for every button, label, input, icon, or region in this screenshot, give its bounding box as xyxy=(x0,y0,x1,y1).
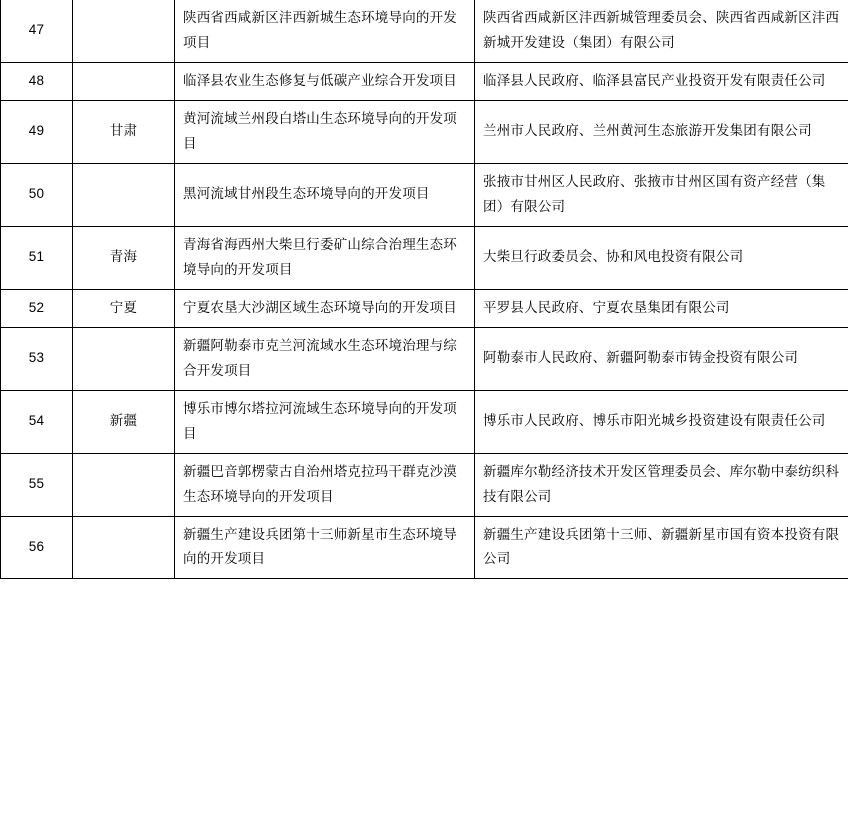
row-project-cell xyxy=(175,62,475,100)
row-index-text: 53 xyxy=(28,350,45,366)
row-region-cell xyxy=(73,0,175,62)
row-entity-text: 大柴旦行政委员会、协和风电投资有限公司 xyxy=(483,249,744,265)
row-region-cell xyxy=(73,62,175,100)
row-index-cell xyxy=(1,100,73,163)
table-body xyxy=(1,0,848,579)
row-project-cell xyxy=(175,0,475,62)
row-region-cell xyxy=(73,289,175,327)
row-entity-cell xyxy=(475,327,848,390)
table-row xyxy=(1,62,848,100)
row-project-text: 黑河流域甘州段生态环境导向的开发项目 xyxy=(183,186,430,202)
row-project-text: 临泽县农业生态修复与低碳产业综合开发项目 xyxy=(183,72,457,88)
row-index-cell xyxy=(1,0,73,62)
row-region-cell xyxy=(73,100,175,163)
row-entity-text: 陕西省西咸新区沣西新城管理委员会、陕西省西咸新区沣西新城开发建设（集团）有限公司 xyxy=(483,10,840,50)
row-region-cell xyxy=(73,327,175,390)
row-index-text: 47 xyxy=(28,22,45,38)
table-row xyxy=(1,327,848,390)
row-region-cell xyxy=(73,516,175,579)
row-project-cell xyxy=(175,163,475,226)
row-entity-text: 阿勒泰市人民政府、新疆阿勒泰市铸金投资有限公司 xyxy=(483,350,799,366)
row-index-cell xyxy=(1,327,73,390)
row-region-cell xyxy=(73,390,175,453)
row-project-text: 新疆阿勒泰市克兰河流域水生态环境治理与综合开发项目 xyxy=(183,337,457,378)
table-row xyxy=(1,0,848,62)
row-index-cell xyxy=(1,453,73,516)
row-project-text: 宁夏农垦大沙湖区域生态环境导向的开发项目 xyxy=(183,299,457,315)
row-entity-cell xyxy=(475,516,848,579)
row-region-text: 甘肃 xyxy=(109,123,138,139)
row-project-text: 新疆巴音郭楞蒙古自治州塔克拉玛干群克沙漠生态环境导向的开发项目 xyxy=(183,463,457,504)
row-project-cell xyxy=(175,327,475,390)
row-entity-text: 新疆生产建设兵团第十三师、新疆新星市国有资本投资有限公司 xyxy=(483,526,840,567)
row-index-cell xyxy=(1,163,73,226)
row-entity-text: 临泽县人民政府、临泽县富民产业投资开发有限责任公司 xyxy=(483,72,826,88)
row-index-text: 50 xyxy=(28,186,45,202)
row-region-cell xyxy=(73,453,175,516)
row-project-text: 青海省海西州大柴旦行委矿山综合治理生态环境导向的开发项目 xyxy=(183,236,457,277)
row-project-cell xyxy=(175,390,475,453)
row-index-text: 54 xyxy=(28,413,45,429)
row-index-text: 48 xyxy=(28,72,45,88)
table-row xyxy=(1,100,848,163)
table-row xyxy=(1,163,848,226)
table-row xyxy=(1,289,848,327)
row-region-text: 宁夏 xyxy=(109,299,138,315)
row-project-cell xyxy=(175,516,475,579)
row-project-text: 陕西省西咸新区沣西新城生态环境导向的开发项目 xyxy=(183,10,457,50)
row-index-text: 51 xyxy=(28,249,45,265)
row-entity-text: 博乐市人民政府、博乐市阳光城乡投资建设有限责任公司 xyxy=(483,413,826,429)
row-entity-cell xyxy=(475,163,848,226)
row-entity-text: 张掖市甘州区人民政府、张掖市甘州区国有资产经营（集团）有限公司 xyxy=(483,173,826,214)
row-entity-cell xyxy=(475,100,848,163)
row-project-text: 黄河流域兰州段白塔山生态环境导向的开发项目 xyxy=(183,110,457,151)
row-region-cell xyxy=(73,226,175,289)
row-entity-cell xyxy=(475,0,848,62)
row-entity-cell xyxy=(475,62,848,100)
table-row xyxy=(1,453,848,516)
row-index-text: 55 xyxy=(28,476,45,492)
row-project-cell xyxy=(175,100,475,163)
table-row xyxy=(1,516,848,579)
row-entity-text: 平罗县人民政府、宁夏农垦集团有限公司 xyxy=(483,299,730,315)
row-region-cell xyxy=(73,163,175,226)
row-index-cell xyxy=(1,226,73,289)
row-entity-cell xyxy=(475,453,848,516)
row-region-text: 新疆 xyxy=(109,413,138,429)
row-project-cell xyxy=(175,289,475,327)
row-index-text: 52 xyxy=(28,299,45,315)
row-project-cell xyxy=(175,226,475,289)
table-row xyxy=(1,390,848,453)
row-entity-cell xyxy=(475,390,848,453)
row-project-cell xyxy=(175,453,475,516)
row-entity-cell xyxy=(475,226,848,289)
row-region-text: 青海 xyxy=(109,249,138,265)
table-row xyxy=(1,226,848,289)
row-entity-text: 兰州市人民政府、兰州黄河生态旅游开发集团有限公司 xyxy=(483,123,812,139)
row-index-cell xyxy=(1,289,73,327)
row-entity-text: 新疆库尔勒经济技术开发区管理委员会、库尔勒中泰纺织科技有限公司 xyxy=(483,463,840,504)
row-index-text: 56 xyxy=(28,538,45,554)
row-project-text: 博乐市博尔塔拉河流域生态环境导向的开发项目 xyxy=(183,400,457,441)
row-entity-cell xyxy=(475,289,848,327)
row-index-cell xyxy=(1,62,73,100)
row-index-text: 49 xyxy=(28,123,45,139)
row-project-text: 新疆生产建设兵团第十三师新星市生态环境导向的开发项目 xyxy=(183,526,457,567)
row-index-cell xyxy=(1,516,73,579)
row-index-cell xyxy=(1,390,73,453)
